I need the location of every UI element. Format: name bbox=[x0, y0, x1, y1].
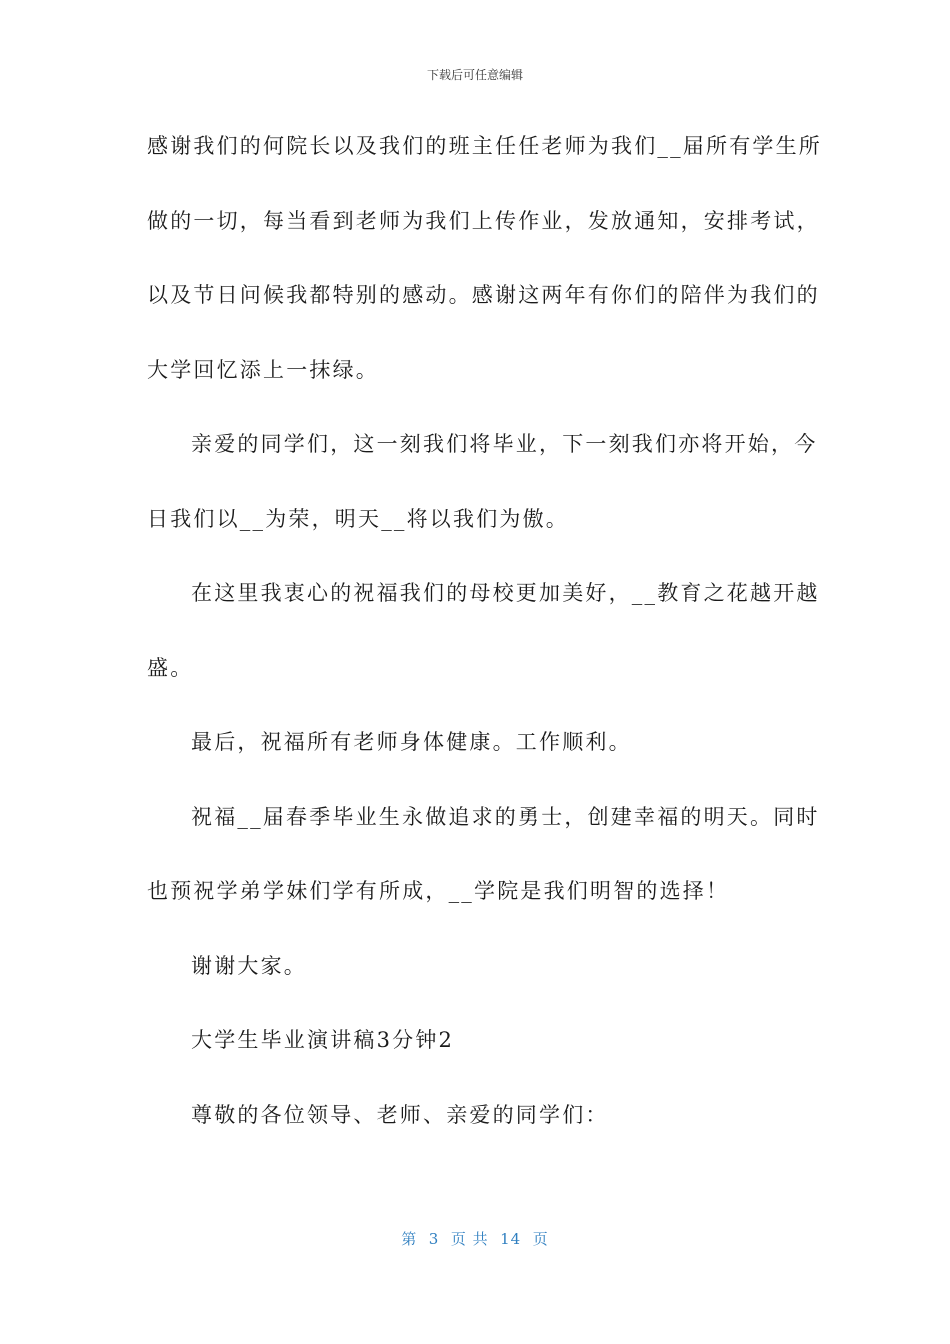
text-line: 在这里我衷心的祝福我们的母校更加美好，__教育之花越开越 bbox=[191, 581, 820, 605]
page-number-footer: 第 3 页 共 14 页 bbox=[401, 1230, 549, 1248]
text-line: 谢谢大家。 bbox=[191, 953, 307, 978]
text-line: 感谢我们的何院长以及我们的班主任任老师为我们__届所有学生所 bbox=[147, 134, 822, 158]
text-line: 大学回忆添上一抹绿。 bbox=[147, 357, 379, 382]
salutation: 尊敬的各位领导、老师、亲爱的同学们： bbox=[191, 1102, 609, 1127]
page-header-note: 下载后可任意编辑 bbox=[426, 68, 523, 82]
section-title: 大学生毕业演讲稿3分钟2 bbox=[191, 1028, 455, 1052]
text-line: 日我们以__为荣，明天__将以我们为傲。 bbox=[147, 506, 569, 531]
text-line: 做的一切，每当看到老师为我们上传作业，发放通知，安排考试， bbox=[147, 208, 820, 233]
text-line: 祝福__届春季毕业生永做追求的勇士，创建幸福的明天。同时 bbox=[191, 804, 820, 829]
text-line: 盛。 bbox=[147, 655, 194, 680]
text-line: 也预祝学弟学妹们学有所成，__学院是我们明智的选择！ bbox=[147, 879, 730, 903]
document-body bbox=[147, 124, 822, 1167]
text-line: 最后，祝福所有老师身体健康。工作顺利。 bbox=[191, 730, 632, 754]
text-line: 亲爱的同学们，这一刻我们将毕业，下一刻我们亦将开始，今 bbox=[191, 432, 818, 456]
text-line: 以及节日问候我都特别的感动。感谢这两年有你们的陪伴为我们的 bbox=[147, 283, 820, 307]
